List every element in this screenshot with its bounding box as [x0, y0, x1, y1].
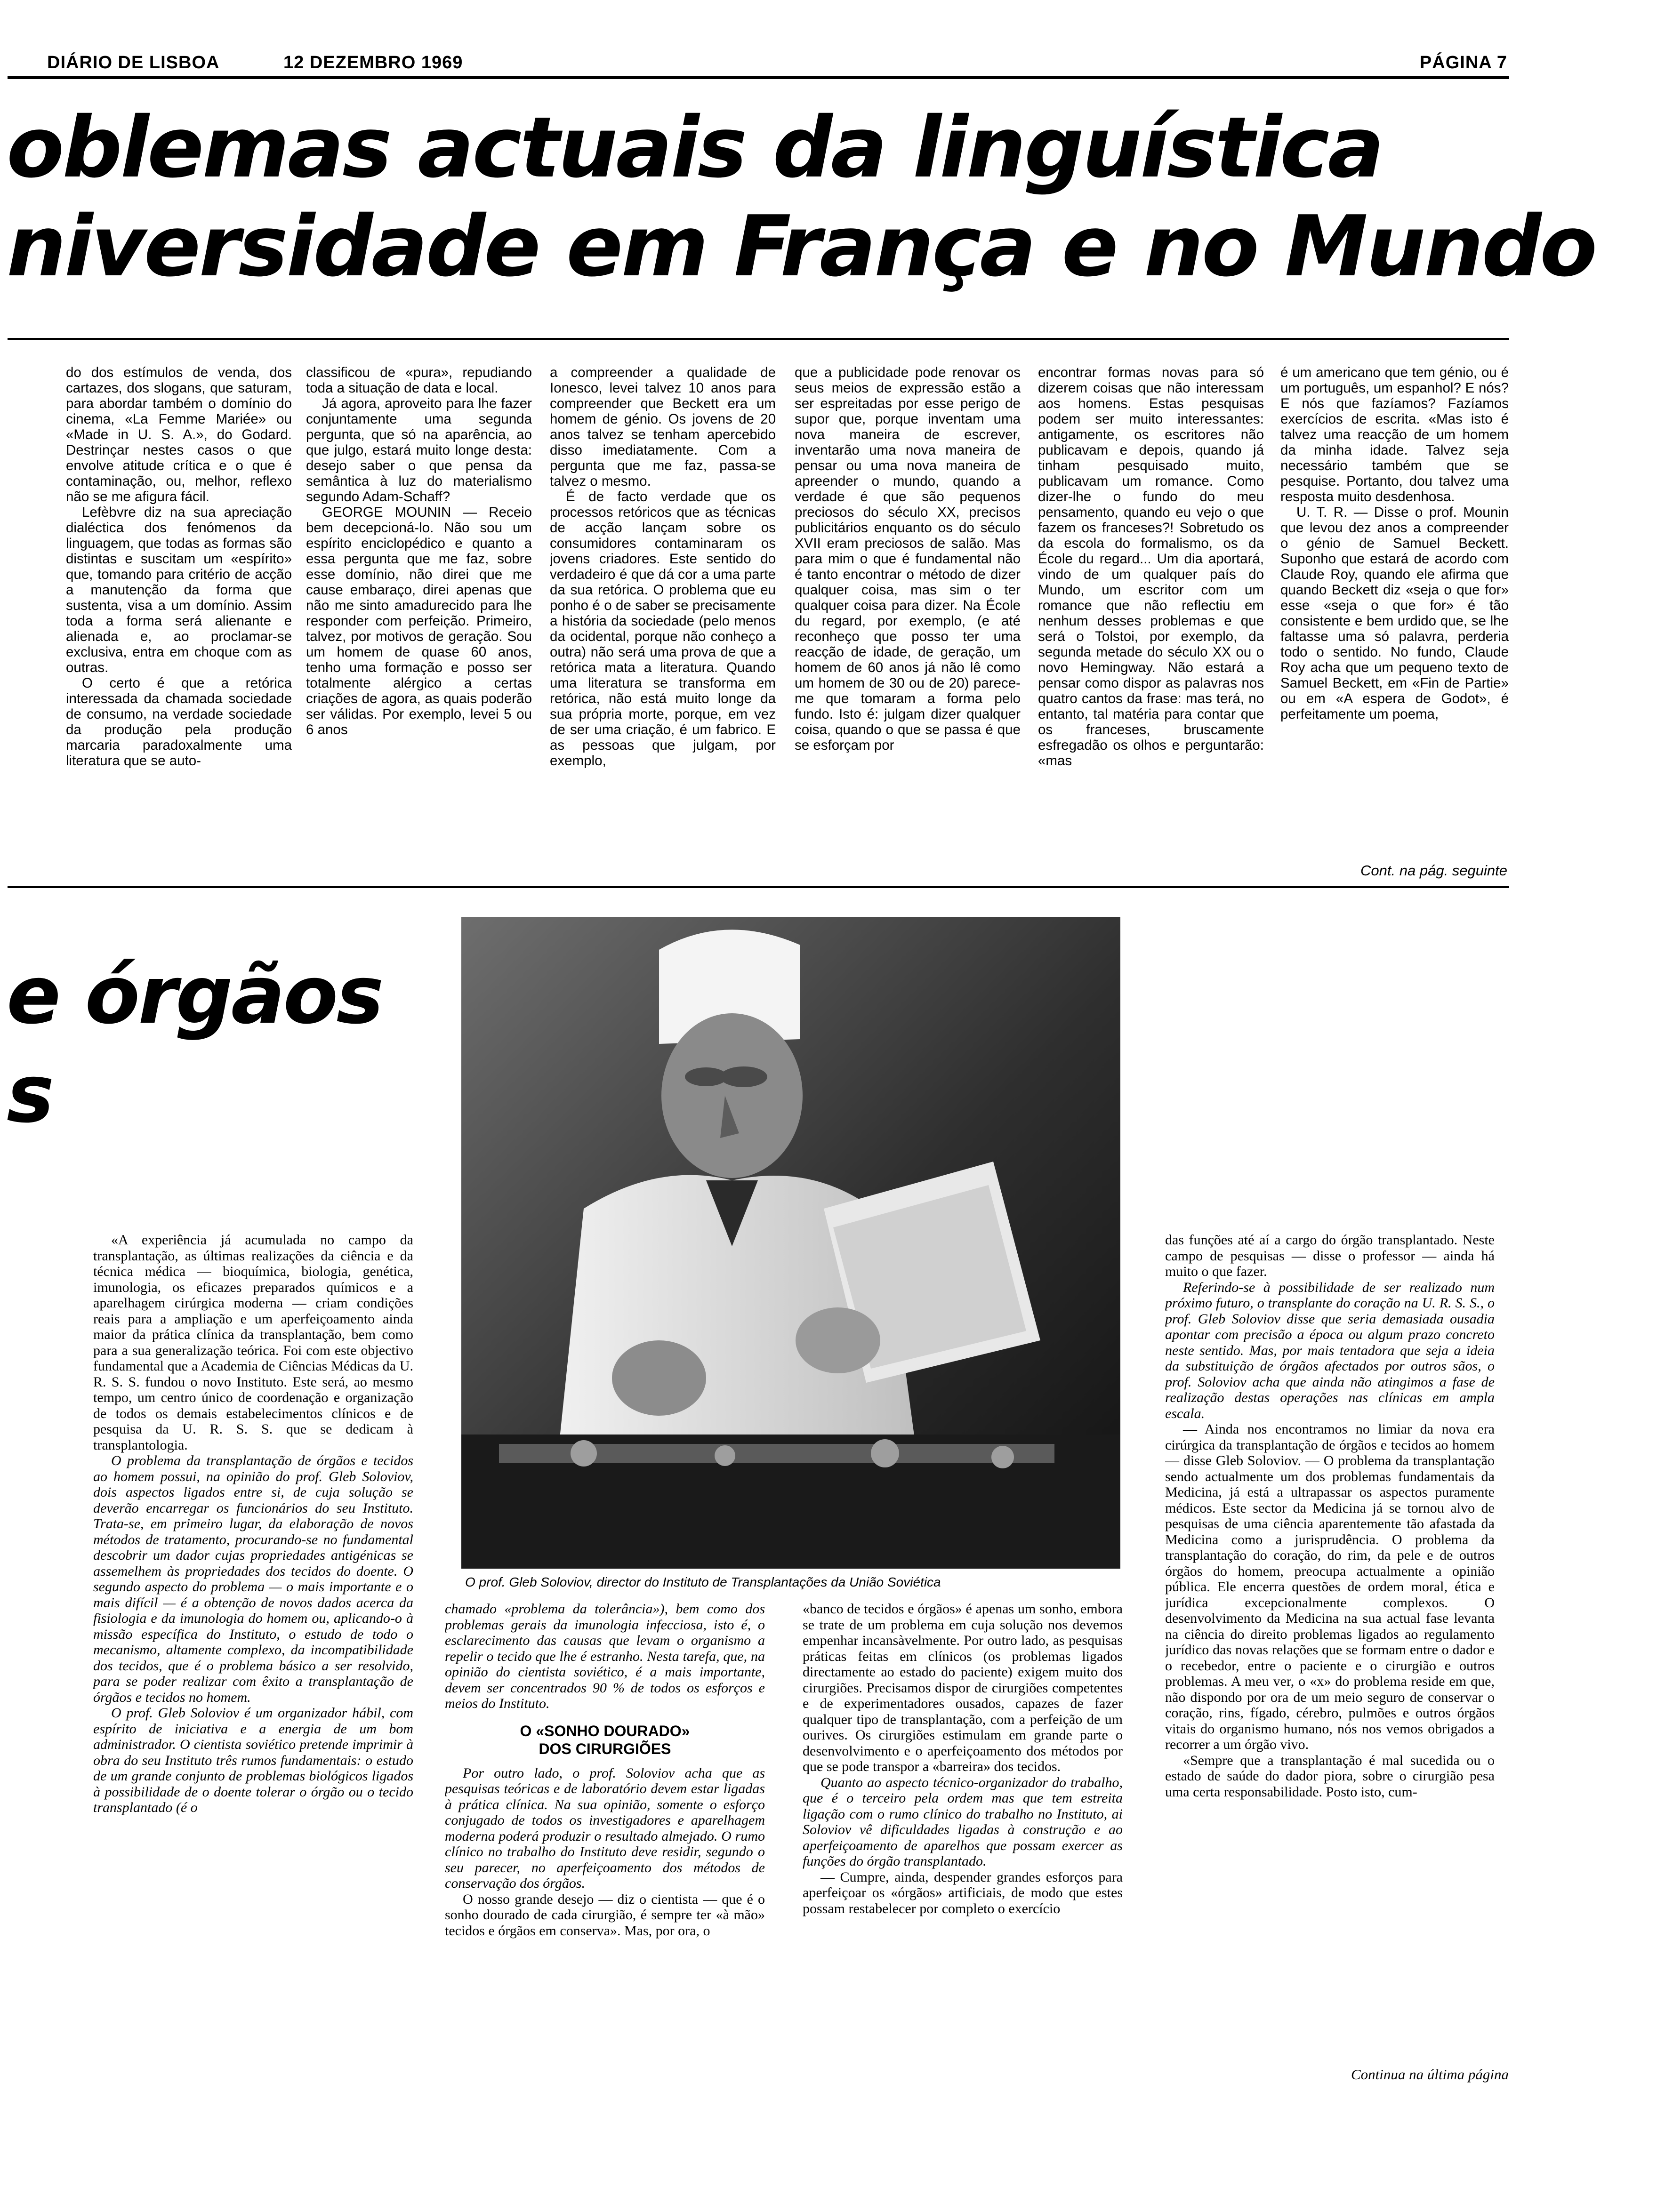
article2-column-4: [1165, 1232, 1495, 2051]
page-number: PÁGINA 7: [1419, 53, 1507, 72]
article2-column-2: [445, 1601, 765, 2076]
paragraph: «Sempre que a transplantação é mal sucedida ou o estado de saúde do dador piora, sobre o cirurgião pesa uma certa responsabilidade. Posto isto, cum-: [1165, 1752, 1495, 1800]
paragraph: é um americano que tem génio, ou é um português, um espanhol? E nós? E nós que fazíamos? Fazíamos exercícios de escrita. «Mas isto é talvez uma reacção de um homem da minha idade. Talvez seja necessário também que se pesquise. Portanto, dou talvez uma resposta muito desdenhosa.: [1280, 365, 1509, 505]
paragraph: Quanto ao aspecto técnico-organizador do trabalho, que é o terceiro pela ordem mas que tem estreita ligação com o rumo clínico do trabalho no Instituto, ai Soloviov vê dificuldades ligadas à construção e ao aperfeiçoamento de aparelhos que possam exercer as funções do órgão transplantado.: [803, 1774, 1123, 1869]
paragraph: — Cumpre, ainda, despender grandes esforços para aperfeiçoar os «órgãos» artificiais, de modo que estes possam restabelecer por completo o exercício: [803, 1869, 1123, 1916]
paragraph: U. T. R. — Disse o prof. Mounin que levou dez anos a compreender o génio de Samuel Beckett. Suponho que estará de acordo com Claude Roy, quando ele afirma que quando Beckett diz «seja o que for» esse «seja o que for» é tão consistente e bem urdido que, se lhe faltasse uma só palavra, perderia todo o sentido. No fundo, Claude Roy acha que um pequeno texto de Samuel Beckett, em «Fin de Partie» ou em «A espera de Godot», é perfeitamente um poema,: [1280, 505, 1509, 722]
paragraph: chamado «problema da tolerância»), bem como dos problemas gerais da imunologia infecciosa, isto é, o esclarecimento das causas que levam o organismo a repelir o tecido que lhe é estranho. Nesta tarefa, que, na opinião do cientista soviético, é a mais importante, devem ser concentrados 90 % de todos os esforços e meios do Instituto.: [445, 1601, 765, 1711]
paragraph: O prof. Gleb Soloviov é um organizador hábil, com espírito de iniciativa e a energia de um bom administrador. O cientista soviético pretende imprimir à obra do seu Instituto três rumos fundamentais: o estudo de um grande conjunto de problemas biológicos ligados à possibilidade de o doente tolerar o órgão ou o tecido transplantado (é o: [93, 1705, 413, 1815]
article1-column-5: [1038, 365, 1264, 878]
paragraph: do dos estímulos de venda, dos cartazes, dos slogans, que saturam, para abordar também o domínio do cinema, «La Femme Mariée» ou «Made in U. S. A.», do Godard. Destrinçar nestes casos o que envolve atitude crítica e o que é contaminação, ou, melhor, reflexo não se me afigura fácil.: [66, 365, 292, 505]
subheading-line-2: DOS CIRURGIÕES: [539, 1740, 671, 1757]
article1-column-2: [306, 365, 532, 878]
paragraph: Por outro lado, o prof. Soloviov acha que as pesquisas teóricas e de laboratório devem estar ligadas à prática clínica. Na sua opinião, somente o esforço conjugado de todos os investigadores e aparelhagem moderna poderá produzir o resultado almejado. O rumo clínico no trabalho do Instituto deve residir, segundo o seu parecer, no aperfeiçoamento dos métodos de conservação dos órgãos.: [445, 1765, 765, 1891]
continued-note: Cont. na pág. seguinte: [1360, 862, 1507, 879]
paragraph: O certo é que a retórica interessada da chamada sociedade de consumo, na verdade sociedade da produção pela produção marcaria paradoxalmente uma literatura que se auto-: [66, 675, 292, 769]
article2-headline-line-2: s: [7, 1048, 53, 1141]
paragraph: É de facto verdade que os processos retóricos que as técnicas de acção lançam sobre os consumidores contaminaram os jovens criadores. Este sentido do verdadeiro é que dá cor a uma parte da sua retórica. O problema que eu ponho é o de saber se precisamente a história da sociedade (pelo menos da ocidental, porque não conheço a outra) não será uma prova de que a retórica mata a literatura. Quando uma literatura se transforma em retórica, não está muito longe da sua própria morte, porque, em vez de ser uma criação, é um fabrico. E as pessoas que julgam, por exemplo,: [550, 489, 776, 769]
article2-column-3: [803, 1601, 1123, 2076]
paragraph: GEORGE MOUNIN — Receio bem decepcioná-lo. Não sou um espírito enciclopédico e quanto a essa pergunta que me faz, sobre esse domínio, não direi que me cause embaraço, direi apenas que não me sinto amadurecido para lhe responder com perfeição. Primeiro, talvez, por motivos de geração. Sou um homem de quase 60 anos, tenho uma formação e posso ser totalmente alérgico a certas criações de agora, as quais poderão ser válidas. Por exemplo, levei 5 ou 6 anos: [306, 505, 532, 737]
article2-column-1: [93, 1232, 413, 2070]
paragraph: — Ainda nos encontramos no limiar da nova era cirúrgica da transplantação de órgãos e tecidos ao homem — disse Gleb Soloviov. — O problema da transplantação sendo actualmente um dos problemas fundamentais da Medicina, já está a ultrapassar os aspectos puramente médicos. Este sector da Medicina já se tornou alvo de pesquisas de uma ciência aparentemente tão afastada da Medicina como a jurisprudência. O problema da transplantação do coração, do rim, da pele e de outros órgãos do homem, preocupa actualmente a opinião pública. Ele encerra questões de ordem moral, ética e jurídica excepcionalmente complexos. O desenvolvimento da Medicina na sua actual fase levanta na ciência do direito problemas ligados ao regulamento jurídico das novas relações que se formam entre o dador e o recebedor, entre o paciente e o cirurgião e outros problemas. A meu ver, o «x» do problema reside em que, não dispondo por ora de um meio seguro de conservar o coração, rins, fígado, cérebro, pulmões e outros órgãos vitais do organismo humano, nós nos vemos obrigados a recorrer a um órgão vivo.: [1165, 1421, 1495, 1752]
paragraph: que a publicidade pode renovar os seus meios de expressão estão a ser espreitadas por esse perigo de supor que, porque inventam uma nova maneira de escrever, inventarão uma nova maneira de pensar ou uma nova maneira de apreender o mundo, quando a verdade é que são pequenos preciosos do século XX, precisos publicitários enquanto os do século XVII eram preciosos de salão. Mas para mim o que é fundamental não é tanto encontrar o método de dizer qualquer coisa, mas sim o ter qualquer coisa para dizer. Na École du regard, por exemplo, (e até reconheço que posso ter uma reacção de idade, de geração, um homem de 60 anos já não lê como um homem de 30 ou de 20) parece-me que tomaram a forma pelo fundo. Isto é: julgam dizer qualquer coisa, quando o que se passa é que se esforçam por: [795, 365, 1021, 753]
section-rule: [8, 886, 1509, 888]
headline-rule: [8, 338, 1509, 340]
paragraph: «A experiência já acumulada no campo da transplantação, as últimas realizações da ciência e da técnica médica — bioquímica, biologia, genética, imunologia, os eficazes preparados químicos e a aparelhagem cirúrgica moderna — criam condições reais para a ampliação e um aperfeiçoamento ainda maior da prática clínica da transplantação, bem como para a sua generalização teórica. Foi com este objectivo fundamental que a Academia de Ciências Médicas da U. R. S. S. fundou o novo Instituto. Este será, ao mesmo tempo, um centro único de coordenação e organização de todos os demais estabelecimentos clínicos e de pesquisa da U. R. S. S. que se dedicam à transplantologia.: [93, 1232, 413, 1453]
paragraph: das funções até aí a cargo do órgão transplantado. Neste campo de pesquisas — disse o professor — ainda há muito o que fazer.: [1165, 1232, 1495, 1279]
photo-illustration: [461, 917, 1120, 1569]
photo-caption: O prof. Gleb Soloviov, director do Instituto de Transplantações da União Soviética: [465, 1575, 941, 1589]
article1-column-6: [1280, 365, 1509, 864]
professor-photo: [461, 917, 1120, 1569]
paragraph: classificou de «pura», repudiando toda a situação de data e local.: [306, 365, 532, 396]
article1-column-3: [550, 365, 776, 878]
article1-column-1: [66, 365, 292, 878]
headline-line-2: niversidade em França e no Mundo: [7, 198, 1596, 295]
paragraph: a compreender a qualidade de Ionesco, levei talvez 10 anos para compreender que Beckett era um homem de génio. Os jovens de 20 anos talvez se tenham apercebido disso imediatamente. Com a pergunta que me faz, passa-se talvez o mesmo.: [550, 365, 776, 489]
continued-note-2: Continua na última página: [1351, 2066, 1509, 2083]
paragraph: Já agora, aproveito para lhe fazer conjuntamente uma segunda pergunta, que só na aparência, ao que julgo, estará muito longe desta: desejo saber o que pensa da semântica à luz do materialismo segundo Adam-Schaff?: [306, 396, 532, 505]
paragraph: encontrar formas novas para só dizerem coisas que não interessam aos homens. Estas pesquisas podem ser muito interessantes: antigamente, os escritores não publicavam e depois, quando já tinham pesquisado muito, publicavam um romance. Como dizer-lhe o fundo do meu pensamento, quando eu vejo o que fazem os franceses?! Sobretudo os da escola do formalismo, os da École du regard... Um dia aportará, vindo de um qualquer país do Mundo, um escritor com um romance que não reflectiu em nenhum desses problemas e que será o Tolstoi, por exemplo, da segunda metade do século XX ou o novo Hemingway. Não estará a pensar como dispor as palavras nos quatro cantos da frase: mas terá, no entanto, tal matéria para contar que os franceses, bruscamente esfregadão os olhos e perguntarão: «mas: [1038, 365, 1264, 769]
article1-column-4: [795, 365, 1021, 878]
paragraph: Lefèbvre diz na sua apreciação dialéctica dos fenómenos da linguagem, que todas as formas são distintas e suscitam um «espírito» que, tomando para critério de acção a manutenção da forma que sustenta, visa a um domínio. Assim toda a forma será alienante e alienada e, ao proclamar-se exclusiva, entra em choque com as outras.: [66, 505, 292, 675]
paragraph: «banco de tecidos e órgãos» é apenas um sonho, embora se trate de um problema em cuja solução nos devemos empenhar incansàvelmente. Por outro lado, as pesquisas práticas feitas em clínicos (os problemas ligados directamente ao estado do paciente) exigem muito dos cirurgiões. Precisamos dispor de cirurgiões competentes e de experimentadores ousados, capazes de fazer qualquer tipo de transplantação, com a perfeição de um ourives. Os cirurgiões estimulam em grande parte o desenvolvimento e o aperfeiçoamento dos métodos por que se pode transpor a «barreira» dos tecidos.: [803, 1601, 1123, 1774]
article2-headline-line-1: e órgãos: [7, 949, 382, 1042]
paragraph: O nosso grande desejo — diz o cientista — que é o sonho dourado de cada cirurgião, é sempre ter «à mão» tecidos e órgãos em conserva». Mas, por ora, o: [445, 1891, 765, 1939]
masthead-rule: [8, 76, 1509, 79]
paragraph: Referindo-se à possibilidade de ser realizado num próximo futuro, o transplante do coração na U. R. S. S., o prof. Gleb Soloviov disse que seria demasiada ousadia apontar com precisão a época ou algum prazo concreto neste sentido. Mas, por mais tentadora que seja a ideia da substituição de órgãos afectados por outros sãos, o prof. Soloviov acha que ainda não atingimos a fase de realização destas operações nas clínicas em ampla escala.: [1165, 1279, 1495, 1421]
subheading-line-1: O «SONHO DOURADO»: [520, 1722, 690, 1739]
issue-date: 12 DEZEMBRO 1969: [283, 53, 463, 72]
newspaper-name: DIÁRIO DE LISBOA: [47, 53, 220, 72]
headline-line-1: oblemas actuais da linguística: [7, 99, 1383, 196]
paragraph: O problema da transplantação de órgãos e tecidos ao homem possui, na opinião do prof. Gleb Soloviov, dois aspectos ligados entre si, de cuja solução se deverão encarregar os funcionários do seu Instituto. Trata-se, em primeiro lugar, da elaboração de novos métodos de tratamento, procurando-se no fundamental descobrir um dador cujas propriedades antigénicas se assemelhem às propriedades dos tecidos do doente. O segundo aspecto do problema — o mais importante e o mais difícil — é a obtenção de novos dados acerca da fisiologia e da imunologia do homem ou, aplicando-o à missão específica do Instituto, o estudo de todo o mecanismo, altamente complexo, da incompatibilidade dos tecidos, que é o problema básico a ser resolvido, para se poder realizar com êxito a transplantação de órgãos e tecidos no homem.: [93, 1453, 413, 1705]
subheading: [445, 1722, 765, 1758]
